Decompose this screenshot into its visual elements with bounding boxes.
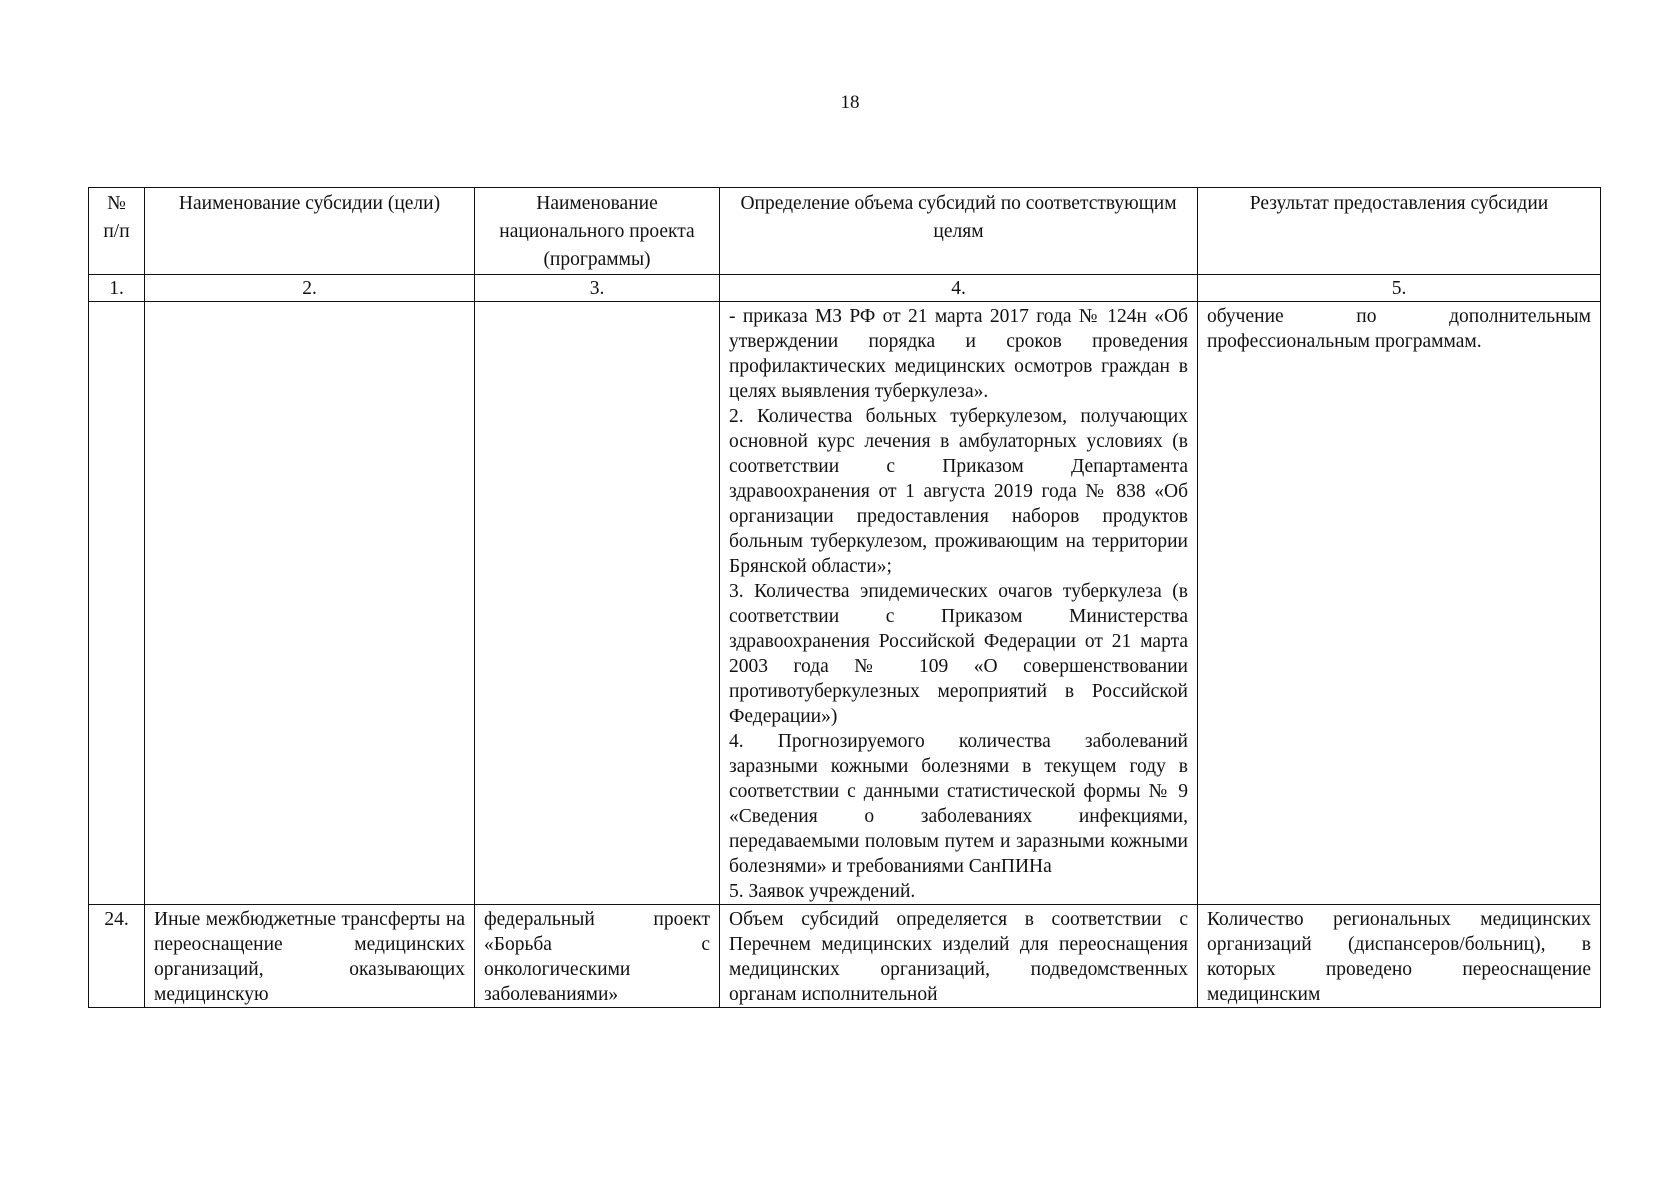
- definition-paragraph: 3. Количества эпидемических очагов туберкулеза (в соответствии с Приказом Министерства здравоохранения Российской Федерации от 21 марта 2003 года № 109 «О совершенствовании противотуберкулезных мероприятий в Российской Федерации»): [729, 581, 1188, 727]
- row-24-definition: Объем субсидий определяется в соответствии с Перечнем медицинских изделий для переоснащения медицинских организаций, подведомственных органам исполнительной: [720, 905, 1198, 1008]
- row-24-name: Иные межбюджетные трансферты на переоснащение медицинских организаций, оказывающих медицинскую: [145, 905, 475, 1008]
- row-continued-definition: [720, 302, 1198, 905]
- column-number-3: 3.: [475, 275, 720, 302]
- definition-paragraph: 5. Заявок учреждений.: [729, 881, 916, 902]
- column-number-1: 1.: [89, 275, 145, 302]
- table-row-24: [89, 905, 1601, 1008]
- row-24-num: 24.: [89, 905, 145, 1008]
- header-num: № п/п: [89, 188, 145, 275]
- table-row-continued: [89, 302, 1601, 905]
- row-continued-num: [89, 302, 145, 905]
- column-number-5: 5.: [1198, 275, 1601, 302]
- row-24-result: Количество региональных медицинских организаций (диспансеров/больниц), в которых проведено переоснащение медицинским: [1198, 905, 1601, 1008]
- column-number-row: [89, 275, 1601, 302]
- row-continued-name: [145, 302, 475, 905]
- definition-paragraph: 4. Прогнозируемого количества заболеваний заразными кожными болезнями в текущем году в соответствии с данными статистической формы № 9 «Сведения о заболеваниях инфекциями, передаваемыми половым путем и заразными кожными болезнями» и требованиями СанПИНа: [729, 731, 1188, 877]
- subsidy-table: [88, 187, 1601, 1008]
- header-result: Результат предоставления субсидии: [1198, 188, 1601, 275]
- definition-paragraph: - приказа МЗ РФ от 21 марта 2017 года № 124н «Об утверждении порядка и сроков проведения профилактических медицинских осмотров граждан в целях выявления туберкулеза».: [729, 306, 1188, 402]
- header-volume-definition: Определение объема субсидий по соответствующим целям: [720, 188, 1198, 275]
- row-continued-project: [475, 302, 720, 905]
- header-subsidy-name: Наименование субсидии (цели): [145, 188, 475, 275]
- page-number: 18: [840, 92, 860, 113]
- table-header-row: [89, 188, 1601, 275]
- row-24-project: федеральный проект «Борьба с онкологическими заболеваниями»: [475, 905, 720, 1008]
- header-national-project: Наименование национального проекта (программы): [475, 188, 720, 275]
- definition-paragraph: 2. Количества больных туберкулезом, получающих основной курс лечения в амбулаторных условиях (в соответствии с Приказом Департамента здравоохранения от 1 августа 2019 года № 838 «Об организации предоставления наборов продуктов больным туберкулезом, проживающим на территории Брянской области»;: [729, 406, 1188, 577]
- column-number-2: 2.: [145, 275, 475, 302]
- column-number-4: 4.: [720, 275, 1198, 302]
- row-continued-result: обучение по дополнительным профессиональным программам.: [1198, 302, 1601, 905]
